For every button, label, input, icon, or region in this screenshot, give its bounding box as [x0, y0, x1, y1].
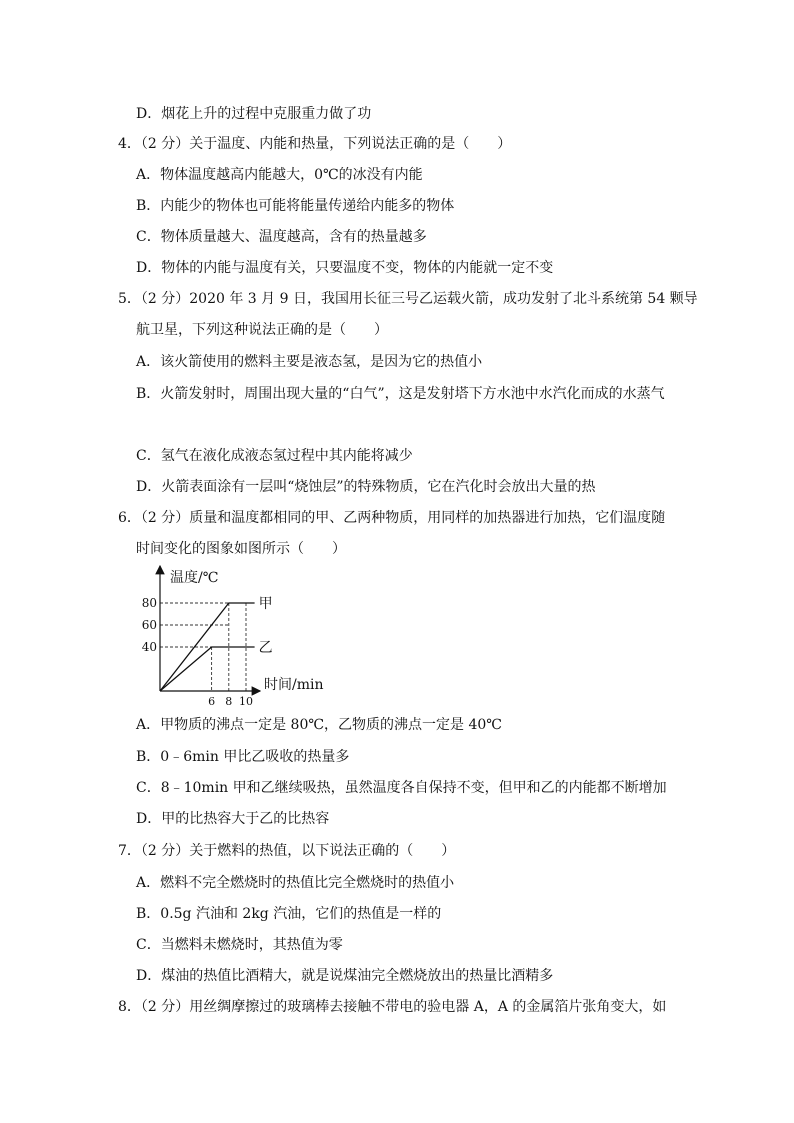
series-label: 甲 — [258, 596, 273, 612]
temperature-time-chart — [140, 562, 340, 712]
q7-stem: 7．（2 分）关于燃料的热值，以下说法正确的（ ） — [118, 843, 456, 859]
q6-option-a: A．甲物质的沸点一定是 80℃，乙物质的沸点一定是 40℃ — [136, 717, 502, 733]
y-tick-label: 80 — [141, 596, 157, 610]
q7-option-d: D．煤油的热值比酒精大，就是说煤油完全燃烧放出的热量比酒精多 — [136, 968, 554, 984]
x-tick-label: 10 — [239, 695, 253, 708]
q6-option-c: C．8﹣10min 甲和乙继续吸热，虽然温度各自保持不变，但甲和乙的内能都不断增加 — [136, 780, 667, 796]
q8-stem: 8．（2 分）用丝绸摩擦过的玻璃棒去接触不带电的验电器 A，A 的金属箔片张角变大，如 — [118, 999, 667, 1015]
q6-stem-continued: 时间变化的图象如图所示（ ） — [136, 541, 346, 557]
x-tick-label: 6 — [208, 695, 216, 708]
y-tick-label: 60 — [141, 618, 157, 632]
q4-option-c: C．物体质量越大、温度越高，含有的热量越多 — [136, 229, 427, 245]
y-tick-label: 40 — [141, 640, 157, 654]
q5-option-c: C．氢气在液化成液态氢过程中其内能将减少 — [136, 448, 413, 464]
q7-option-a: A．燃料不完全燃烧时的热值比完全燃烧时的热值小 — [136, 875, 455, 891]
q4-stem: 4．（2 分）关于温度、内能和热量，下列说法正确的是（ ） — [118, 136, 512, 152]
q4-option-b: B．内能少的物体也可能将能量传递给内能多的物体 — [136, 198, 455, 214]
q6-option-b: B．0﹣6min 甲比乙吸收的热量多 — [136, 749, 350, 765]
q7-option-c: C．当燃料未燃烧时，其热值为零 — [136, 937, 343, 953]
q7-option-b: B．0.5g 汽油和 2kg 汽油，它们的热值是一样的 — [136, 906, 442, 922]
q5-option-d: D．火箭表面涂有一层叫“烧蚀层”的特殊物质，它在汽化时会放出大量的热 — [136, 479, 596, 495]
q5-option-a: A．该火箭使用的燃料主要是液态氢，是因为它的热值小 — [136, 354, 483, 370]
q4-option-d: D．物体的内能与温度有关，只要温度不变，物体的内能就一定不变 — [136, 260, 554, 276]
q5-option-b: B．火箭发射时，周围出现大量的“白气”，这是发射塔下方水池中水汽化而成的水蒸气 — [136, 386, 665, 402]
x-axis-label: 时间/min — [264, 677, 324, 693]
q5-stem-continued: 航卫星，下列这种说法正确的是（ ） — [136, 322, 388, 338]
series-line — [160, 647, 255, 691]
q6-stem: 6．（2 分）质量和温度都相同的甲、乙两种物质，用同样的加热器进行加热，它们温度随 — [118, 510, 666, 526]
x-tick-label: 8 — [225, 695, 233, 708]
series-label: 乙 — [258, 640, 273, 656]
q3-option-d: D．烟花上升的过程中克服重力做了功 — [136, 106, 372, 122]
q5-stem: 5．（2 分）2020 年 3 月 9 日，我国用长征三号乙运载火箭，成功发射了北斗系统第 54 颗导 — [118, 291, 698, 307]
q4-option-a: A．物体温度越高内能越大，0℃的冰没有内能 — [136, 167, 423, 183]
y-axis-label: 温度/℃ — [170, 570, 219, 586]
q6-option-d: D．甲的比热容大于乙的比热容 — [136, 811, 330, 827]
